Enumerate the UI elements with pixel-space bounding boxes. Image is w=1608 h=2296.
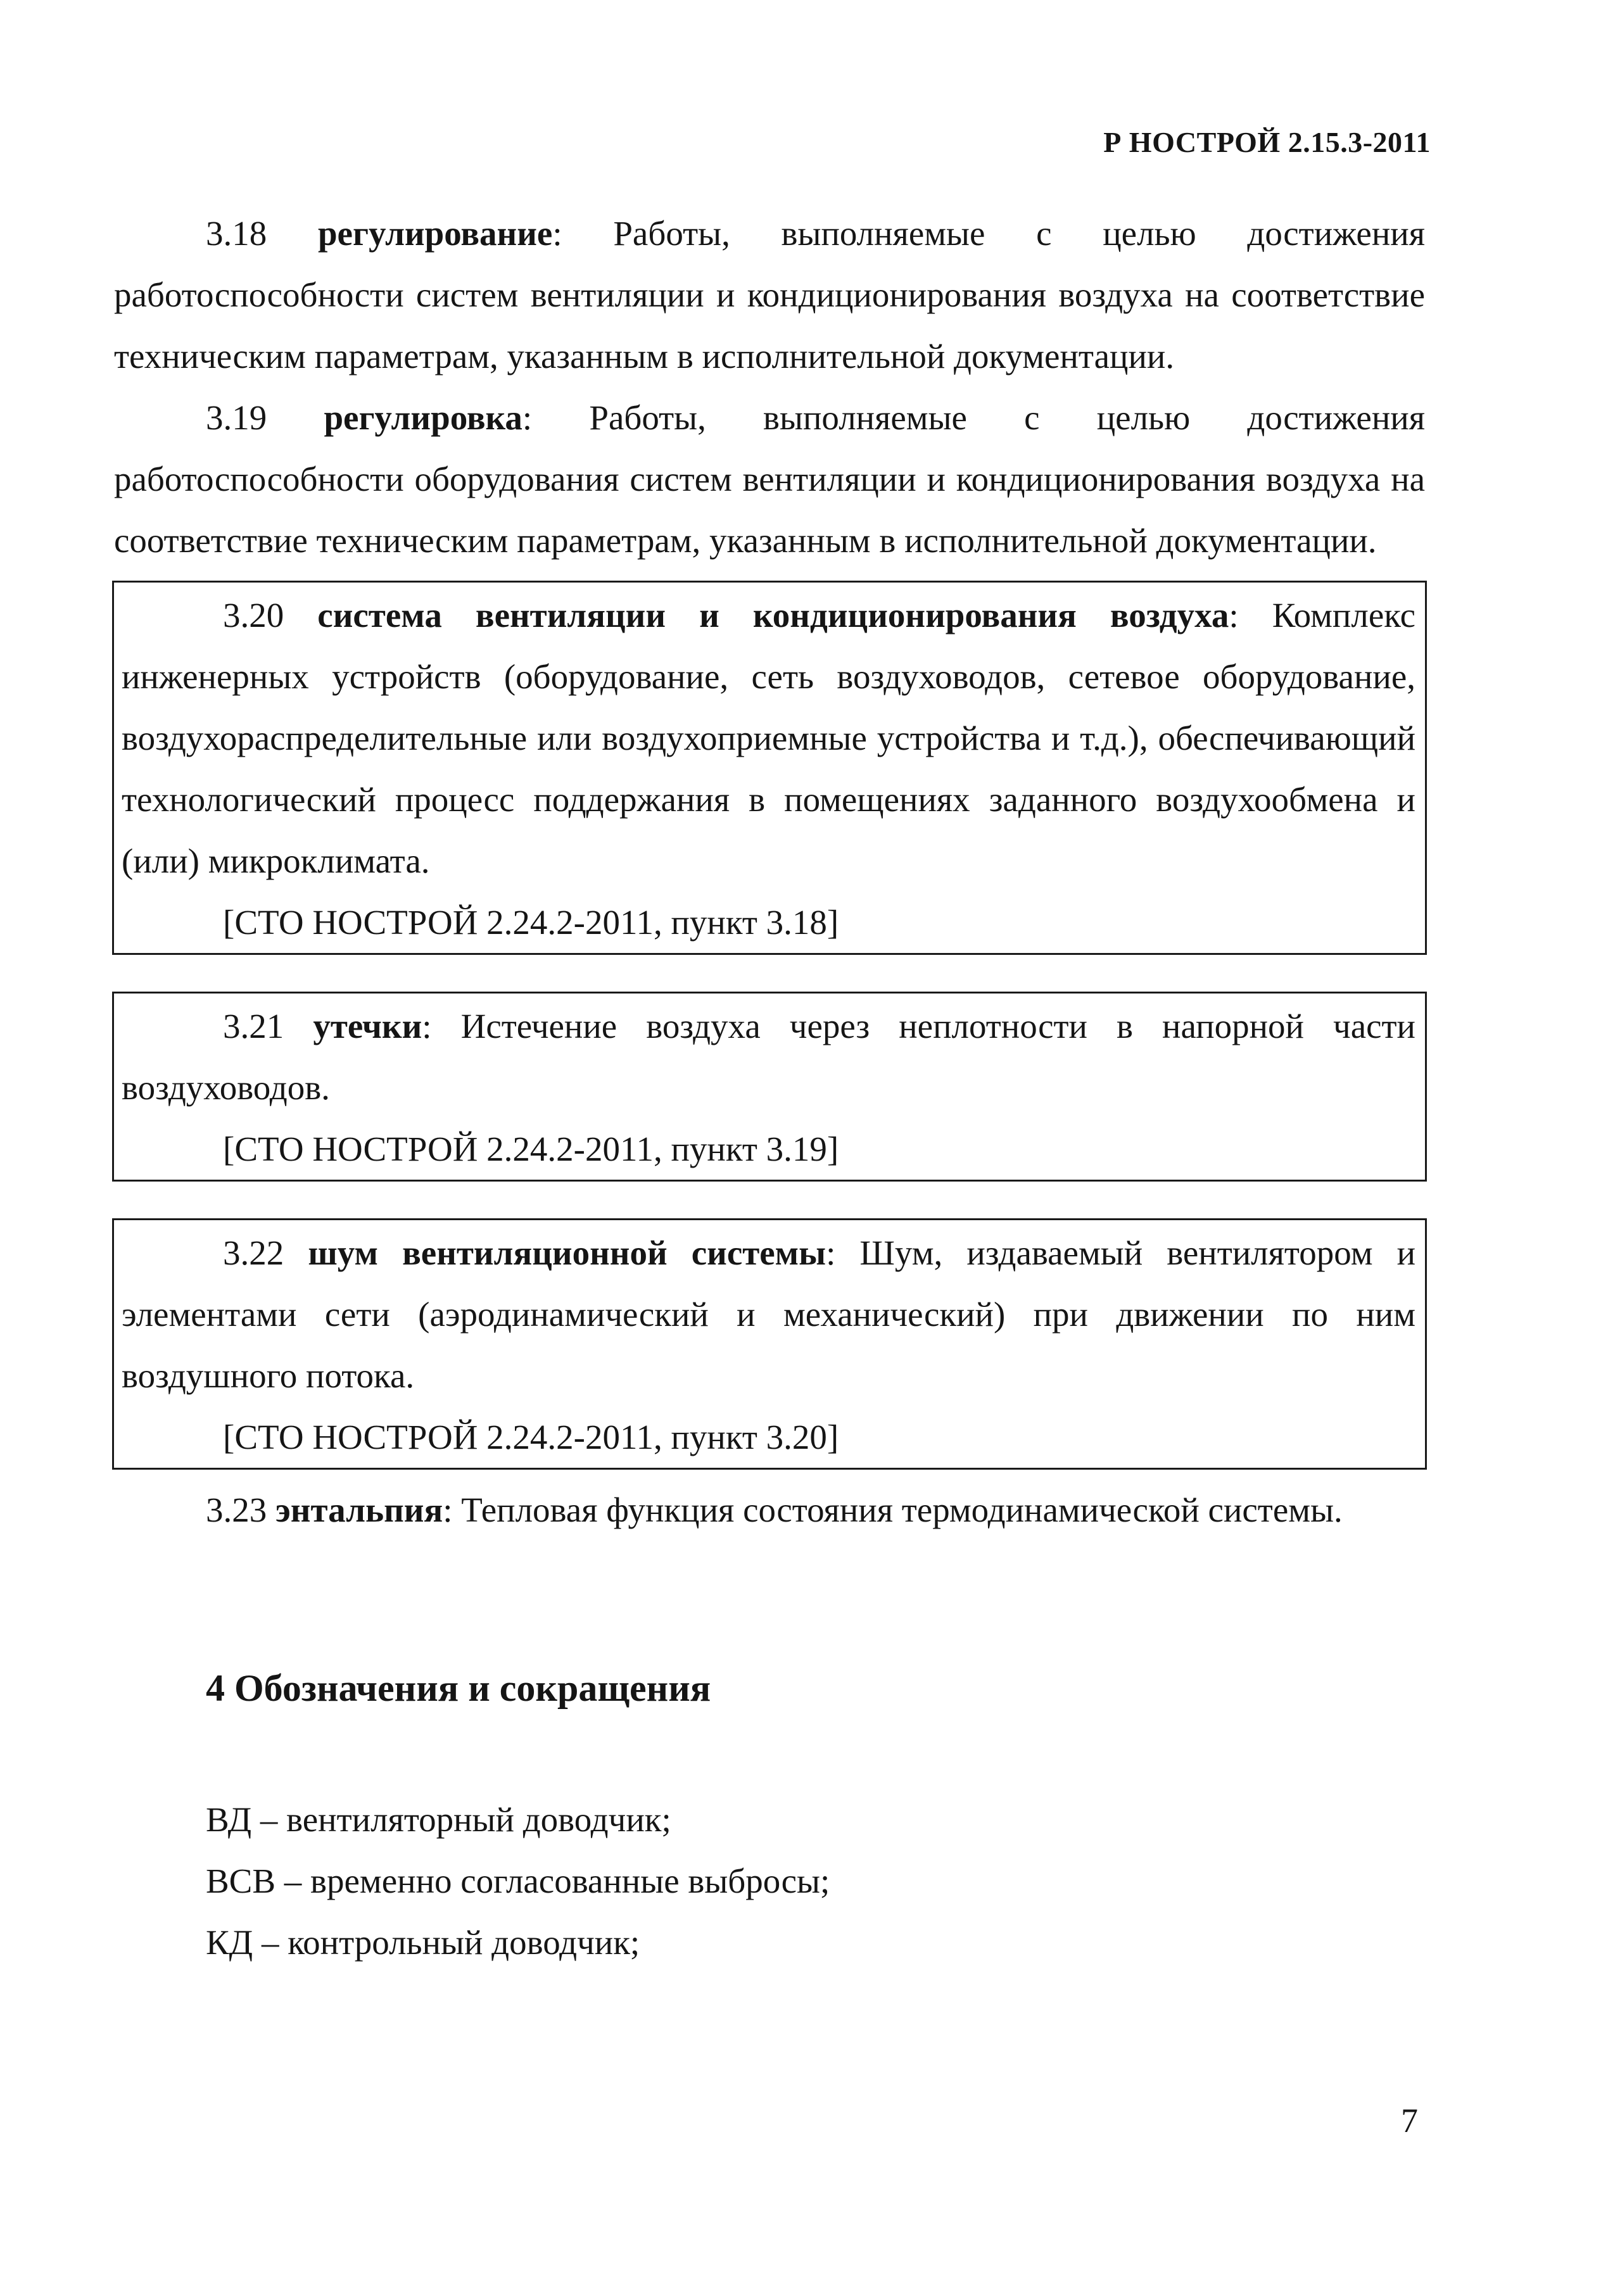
list-item: КД – контрольный доводчик; <box>206 1923 640 1962</box>
term-definition: : Истечение воздуха через неплотности в напорной части воздуховодов. <box>122 1007 1415 1107</box>
term-number: 3.21 <box>223 1007 284 1045</box>
term-name: энтальпия <box>275 1491 443 1529</box>
term-number: 3.18 <box>206 214 267 253</box>
list-item: ВД – вентиляторный доводчик; <box>206 1800 671 1839</box>
term-name: шум вентиляционной системы <box>308 1233 826 1272</box>
term-number: 3.20 <box>223 596 284 634</box>
term-name: регулировка <box>324 398 522 437</box>
term-3-18 <box>114 203 1425 387</box>
term-reference: [СТО НОСТРОЙ 2.24.2-2011, пункт 3.20] <box>223 1418 839 1456</box>
term-3-20 <box>122 584 1415 892</box>
term-definition: : Шум, издаваемый вентилятором и элементами сети (аэродинамический и механический) при движении по ним воздушного потока. <box>122 1233 1416 1395</box>
term-number: 3.23 <box>206 1491 267 1529</box>
term-3-22-box <box>112 1218 1427 1470</box>
term-name: регулирование <box>317 214 553 253</box>
term-3-23 <box>114 1479 1425 1541</box>
term-definition: : Работы, выполняемые с целью достижения работоспособности систем вентиляции и кондиционирования воздуха на соответствие техническим параметрам, указанным в исполнительной документации. <box>114 214 1426 375</box>
term-3-21 <box>122 995 1415 1118</box>
term-3-22 <box>122 1222 1415 1406</box>
page-content <box>114 203 1425 1973</box>
term-definition: : Комплекс инженерных устройств (оборудование, сеть воздуховодов, сетевое оборудование, воздухораспределительные или воздухоприемные устройства и т.д.), обеспечивающий технологический процесс поддержания в помещениях заданного воздухообмена и (или) микроклимата. <box>122 596 1415 880</box>
term-name: система вентиляции и кондиционирования воздуха <box>317 596 1229 634</box>
term-definition: : Работы, выполняемые с целью достижения работоспособности оборудования систем вентиляции и кондиционирования воздуха на соответствие техническим параметрам, указанным в исполнительной документации. <box>114 398 1425 560</box>
abbreviation-list <box>114 1789 1425 1973</box>
document-header: Р НОСТРОЙ 2.15.3-2011 <box>1103 126 1431 158</box>
term-3-20-box <box>112 581 1427 955</box>
term-reference: [СТО НОСТРОЙ 2.24.2-2011, пункт 3.18] <box>223 903 839 942</box>
section-heading: 4 Обозначения и сокращения <box>206 1667 711 1709</box>
term-definition: : Тепловая функция состояния термодинамической системы. <box>443 1491 1343 1529</box>
list-item: ВСВ – временно согласованные выбросы; <box>206 1862 830 1900</box>
term-3-21-box <box>112 992 1427 1182</box>
term-3-19 <box>114 387 1425 571</box>
term-number: 3.22 <box>223 1233 284 1272</box>
page-number: 7 <box>1401 2102 1418 2140</box>
term-reference: [СТО НОСТРОЙ 2.24.2-2011, пункт 3.19] <box>223 1130 839 1168</box>
term-name: утечки <box>313 1007 422 1045</box>
term-number: 3.19 <box>206 398 267 437</box>
